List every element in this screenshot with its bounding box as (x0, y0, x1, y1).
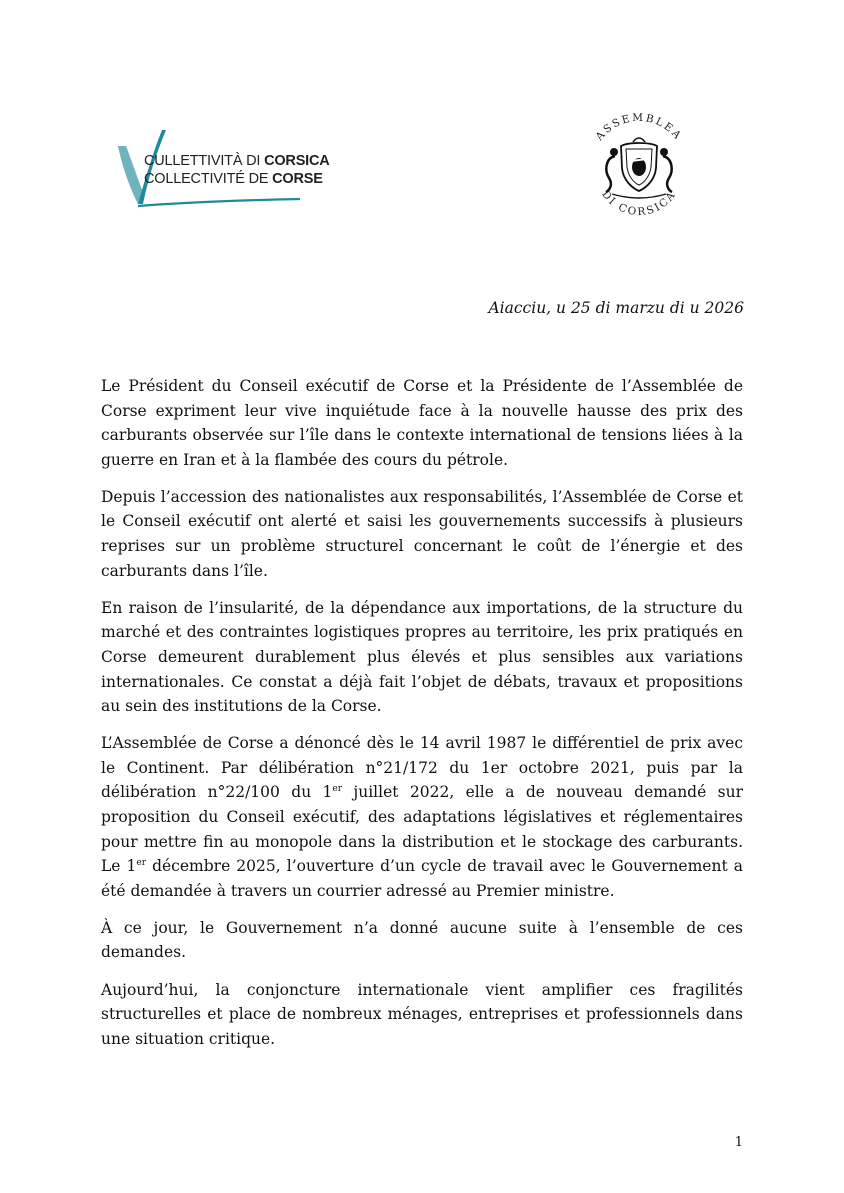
paragraph-6: Aujourd’hui, la conjoncture internationale vient amplifier ces fragilités structurelles et place de nombreux ménages, entreprises et professionnels dans une situation critique. (101, 980, 743, 1048)
document-date: Aiacciu, u 25 di marzu di u 2026 (488, 299, 744, 317)
svg-text:DI CORSICA (599, 188, 679, 218)
logo-line2-regular: COLLECTIVITÉ DE (144, 171, 273, 187)
paragraph-4-part-c: décembre 2025, l’ouverture d’un cycle de travail avec le Gouvernement a été demandée à travers un courrier adressé au Premier ministre. (101, 857, 743, 900)
ordinal-superscript: er (136, 858, 147, 869)
moor-head-emblem-icon (578, 106, 700, 228)
paragraph-4-part-a: L’Assemblée de Corse a dénoncé dès le 14 avril 1987 le différentiel de prix avec le Continent. Par délibération n°21/172 du 1er octobre 2021, puis par la délibération n°22/100 du 1 (101, 734, 743, 802)
logo-line2-bold: CORSE (272, 171, 323, 187)
seal-bottom-text: DI CORSICA (599, 188, 679, 219)
paragraph-1: Le Président du Conseil exécutif de Corse et la Présidente de l’Assemblée de Corse expriment leur vive inquiétude face à la nouvelle hausse des prix des carburants observée sur l’île dans le contexte international de tensions liées à la guerre en Iran et à la flambée des cours du pétrole. (101, 377, 743, 469)
collectivite-de-corse-logo (112, 124, 330, 210)
seal-top-text: ASSEMBLEA (593, 111, 685, 143)
logo-line1-bold: CORSICA (264, 153, 330, 169)
paragraph-4 (101, 731, 743, 903)
press-release-body (101, 374, 743, 1064)
paragraph-3: En raison de l’insularité, de la dépendance aux importations, de la structure du marché et des contraintes logistiques propres au territoire, les prix pratiqués en Corse demeurent durablement plus élevés et plus sensibles aux variations internationales. Ce constat a déjà fait l’objet de débats, travaux et propositions au sein des institutions de la Corse. (101, 598, 743, 716)
paragraph-2: Depuis l’accession des nationalistes aux responsabilités, l’Assemblée de Corse et le Conseil exécutif ont alerté et saisi les gouvernements successifs à plusieurs reprises sur un problème structurel concernant le coût de l’énergie et des carburants dans l’île. (101, 487, 743, 580)
assemblea-di-corsica-seal (578, 106, 700, 228)
logo-line1-regular: CULLETTIVITÀ DI (144, 153, 265, 169)
svg-text:ASSEMBLEA (593, 112, 685, 144)
paragraph-5: À ce jour, le Gouvernement n’a donné aucune suite à l’ensemble de ces demandes. (101, 918, 743, 962)
paragraph-4-part-b: juillet 2022, elle a de nouveau demandé sur proposition du Conseil exécutif, des adaptations législatives et réglementaires pour mettre fin au monopole dans la distribution et le stockage des carburants. Le 1 (101, 783, 743, 876)
page-number: 1 (734, 1135, 743, 1150)
ordinal-superscript: er (332, 784, 343, 795)
